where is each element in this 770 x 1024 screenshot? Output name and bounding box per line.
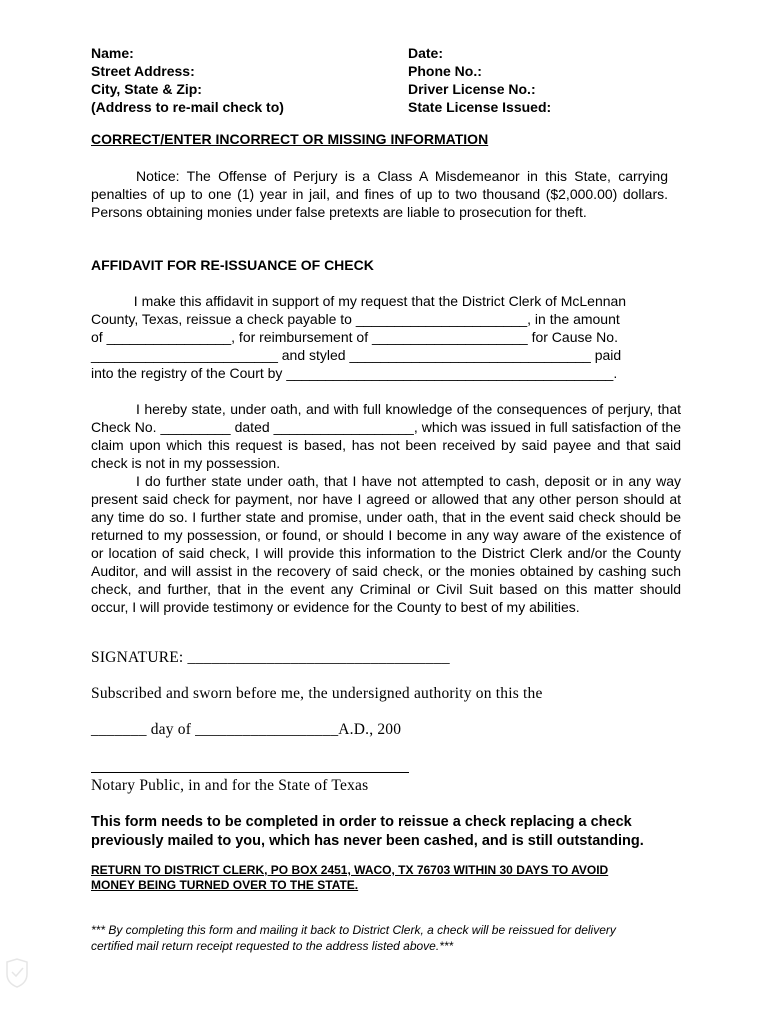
footer-line-2: certified mail return receipt requested to the address listed above.***: [91, 939, 454, 953]
return-instructions: [91, 863, 608, 893]
header-left-labels: [91, 44, 284, 116]
completion-notice: This form needs to be completed in order to reissue a check replacing a check previously mailed to you, which has never been cashed, and is still outstanding.: [91, 814, 644, 849]
signature-line: SIGNATURE: _________________________________: [91, 649, 450, 666]
return-line-2: MONEY BEING TURNED OVER TO THE STATE.: [91, 878, 359, 892]
day-of-line: _______ day of __________________A.D., 200: [91, 721, 402, 738]
footer-note: [91, 922, 616, 954]
oath-statement-paragraph: I hereby state, under oath, and with full knowledge of the consequences of perjury, that Check No. _________ dated __________________, which was issued in full satisfaction of the claim upon which this request is based, has not been received by said payee and that said check is not in my possession.: [91, 401, 681, 471]
street-address-label: Street Address:: [91, 63, 195, 79]
affidavit-line-3: of ________________, for reimbursement of ____________________ for Cause No.: [91, 329, 618, 345]
name-label: Name:: [91, 45, 134, 61]
return-line-1: RETURN TO DISTRICT CLERK, PO BOX 2451, WACO, TX 76703 WITHIN 30 DAYS TO AVOID: [91, 863, 609, 877]
affidavit-line-5: into the registry of the Court by __________________________________________.: [91, 365, 618, 381]
affidavit-heading: AFFIDAVIT FOR RE-ISSUANCE OF CHECK: [91, 257, 374, 273]
notary-signature-rule: [91, 772, 409, 773]
affidavit-line-4: ________________________ and styled _______________________________ paid: [91, 347, 622, 363]
driver-license-label: Driver License No.:: [408, 81, 536, 97]
subscribed-statement: Subscribed and sworn before me, the undersigned authority on this the: [91, 685, 543, 702]
header-right-labels: [408, 44, 551, 116]
affidavit-line-2: County, Texas, reissue a check payable to ______________________, in the amount: [91, 311, 620, 327]
corner-watermark-icon: [4, 958, 30, 988]
phone-label: Phone No.:: [408, 63, 482, 79]
correct-info-heading: CORRECT/ENTER INCORRECT OR MISSING INFORMATION: [91, 131, 489, 147]
address-note-label: (Address to re-mail check to): [91, 99, 284, 115]
notary-label: Notary Public, in and for the State of Texas: [91, 777, 369, 794]
further-oath-paragraph: I do further state under oath, that I have not attempted to cash, deposit or in any way present said check for payment, nor have I agreed or allowed that any other person should at any time do so. I further state and promise, under oath, that in the event said check should be returned to my possession, or found, or should I become in any way aware of the existence of or location of said check, I will provide this information to the District Clerk and/or the County Auditor, and will assist in the recovery of said check, or the monies obtained by cashing such check, and further, that in the event any Criminal or Civil Suit based on this matter should occur, I will provide testimony or evidence for the County to best of my abilities.: [91, 473, 681, 615]
state-license-label: State License Issued:: [408, 99, 552, 115]
city-state-zip-label: City, State & Zip:: [91, 81, 202, 97]
affidavit-line-1: I make this affidavit in support of my request that the District Clerk of McLennan: [91, 293, 627, 309]
perjury-notice: Notice: The Offense of Perjury is a Class A Misdemeanor in this State, carrying penalties of up to one (1) year in jail, and fines of up to two thousand ($2,000.00) dollars. Persons obtaining monies under false pretexts are liable to prosecution for theft.: [91, 168, 668, 220]
footer-line-1: *** By completing this form and mailing it back to District Clerk, a check will be reissued for delivery: [91, 923, 616, 937]
date-label: Date:: [408, 45, 444, 61]
